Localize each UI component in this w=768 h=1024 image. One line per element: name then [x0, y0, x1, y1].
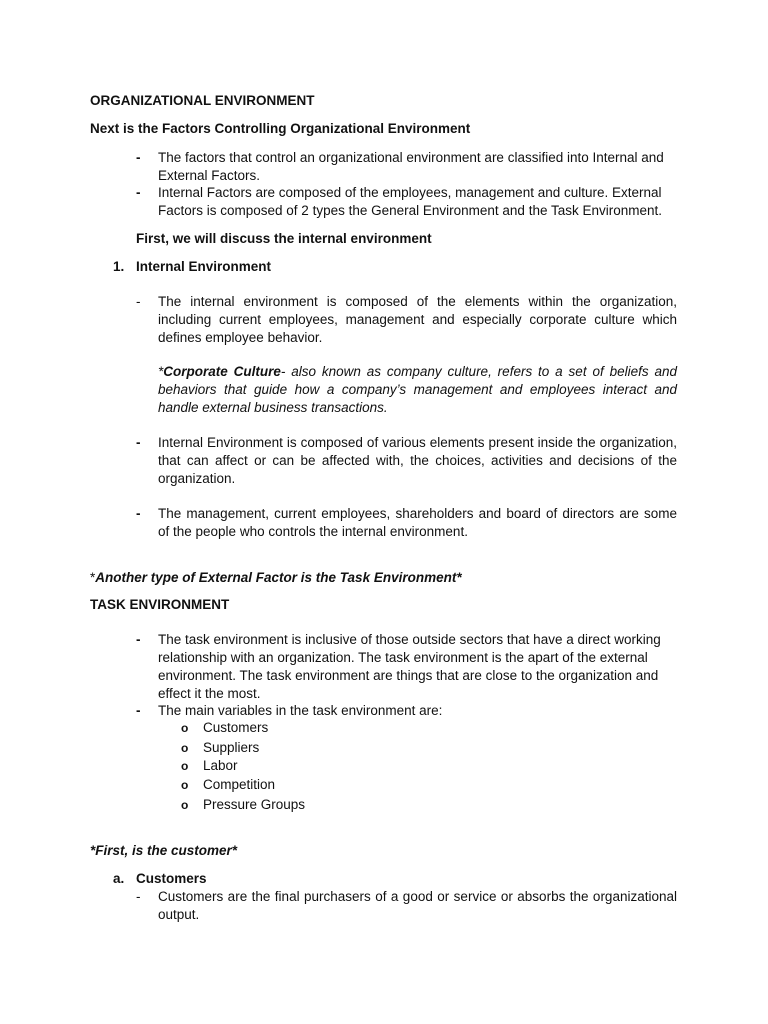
- corporate-culture-definition: [158, 363, 677, 417]
- task-variable-item: Customers: [203, 720, 269, 735]
- task-bullet-text: The task environment is inclusive of those outside sectors that have a direct working relationship with an organization. The task environment is the apart of the external environment. The task environment are things that are close to the organization and effect it the most.: [158, 632, 661, 701]
- bullet-dash: -: [136, 185, 141, 200]
- internal-lead-text: First, we will discuss the internal environment: [136, 231, 432, 246]
- task-variable-item: Pressure Groups: [203, 797, 306, 812]
- document-title: ORGANIZATIONAL ENVIRONMENT: [90, 93, 315, 108]
- task-heading: TASK ENVIRONMENT: [90, 597, 230, 612]
- customer-heading: Customers: [136, 871, 207, 886]
- bullet-dash: -: [136, 632, 141, 647]
- bullet-dash: -: [136, 703, 141, 718]
- bullet-dash: -: [136, 294, 141, 309]
- sub-bullet-o: o: [181, 798, 189, 812]
- internal-bullet-text: The management, current employees, shareholders and board of directors are some of the people who controls the internal environment.: [158, 506, 677, 539]
- sub-bullet-o: o: [181, 741, 189, 755]
- asterisk: *: [90, 570, 96, 585]
- list-number: 1.: [113, 259, 125, 274]
- sub-bullet-o: o: [181, 721, 189, 735]
- task-lead-text: [90, 569, 462, 586]
- task-bullet-text: The main variables in the task environment are:: [158, 703, 443, 718]
- intro-bullet-text: The factors that control an organizational environment are classified into Internal and External Factors.: [158, 150, 664, 183]
- task-variable-item: Labor: [203, 758, 238, 773]
- definition-text: - also known as company culture, refers to a set of beliefs and behaviors that guide how a company’s management and employees interact and handle external business transactions.: [158, 364, 677, 415]
- section-subtitle: Next is the Factors Controlling Organizational Environment: [90, 121, 471, 136]
- term-corporate-culture: Corporate Culture: [163, 364, 281, 379]
- bullet-dash: -: [136, 150, 141, 165]
- sub-bullet-o: o: [181, 778, 189, 792]
- customer-lead-text: *First, is the customer*: [90, 843, 238, 858]
- internal-bullet-text: The internal environment is composed of the elements within the organization, including current employees, management and especially corporate culture which defines employee behavior.: [158, 294, 677, 345]
- task-variable-item: Suppliers: [203, 740, 260, 755]
- task-variable-item: Competition: [203, 777, 276, 792]
- internal-heading: Internal Environment: [136, 259, 272, 274]
- sub-bullet-o: o: [181, 759, 189, 773]
- customer-bullet-text: Customers are the final purchasers of a good or service or absorbs the organizational output.: [158, 889, 677, 922]
- bullet-dash: -: [136, 506, 141, 521]
- list-letter: a.: [113, 871, 125, 886]
- bullet-dash: -: [136, 889, 141, 904]
- bullet-dash: -: [136, 435, 141, 450]
- task-lead-body: Another type of External Factor is the Task Environment*: [95, 570, 462, 585]
- asterisk: *: [158, 364, 164, 379]
- internal-bullet-text: Internal Environment is composed of various elements present inside the organization, that can affect or can be affected with, the choices, activities and decisions of the organization.: [158, 435, 677, 486]
- intro-bullet-text: Internal Factors are composed of the employees, management and culture. External Factors is composed of 2 types the General Environment and the Task Environment.: [158, 185, 663, 218]
